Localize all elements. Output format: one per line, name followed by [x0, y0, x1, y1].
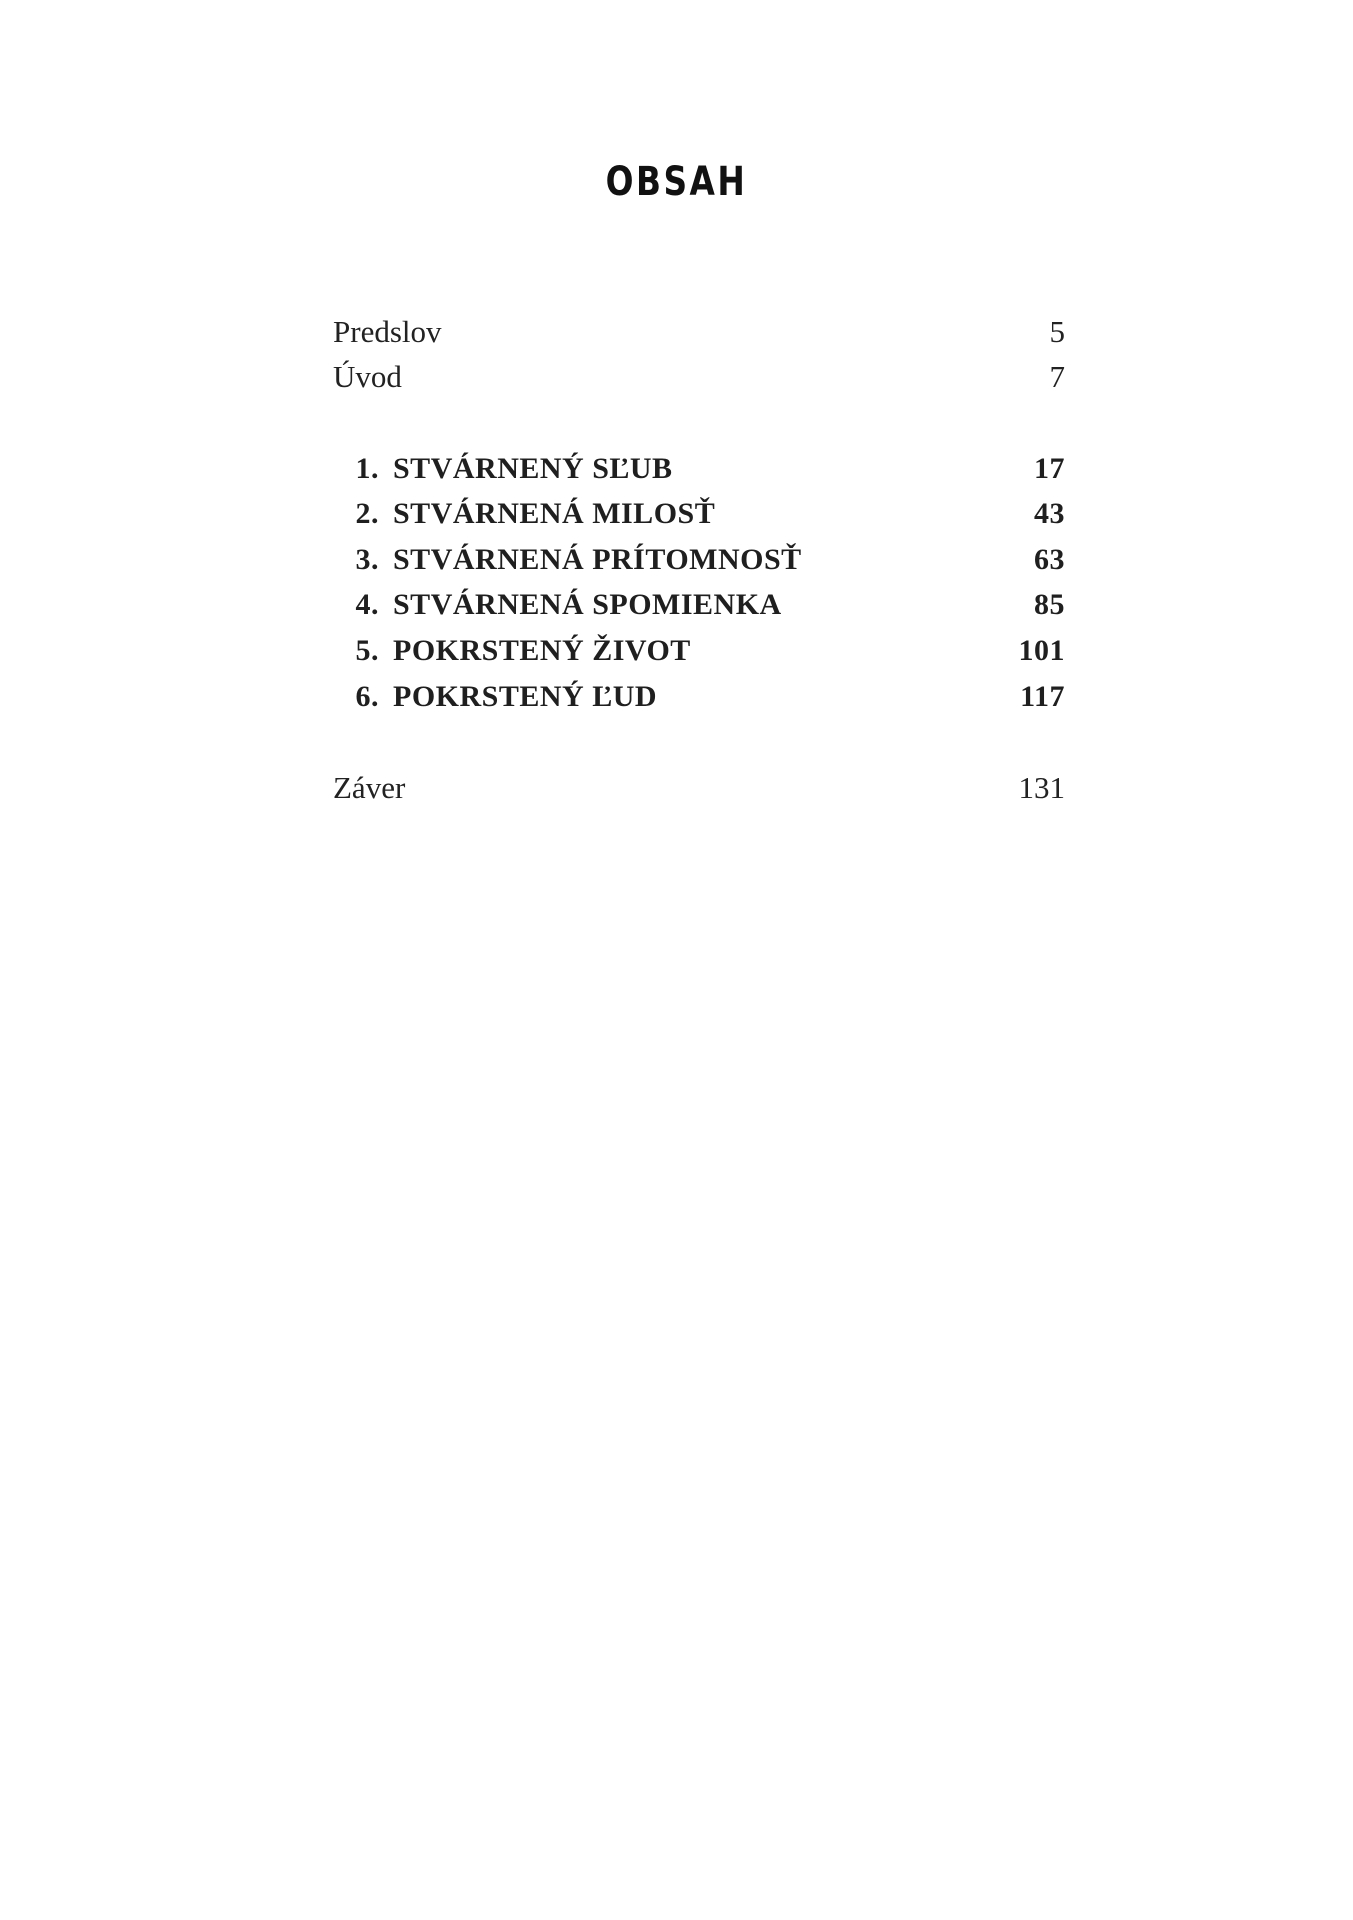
toc-chapter-page: 101 — [1018, 634, 1065, 667]
toc-chapter-number: 3. — [355, 543, 379, 576]
toc-entry-page: 7 — [1049, 359, 1065, 394]
toc-chapter-6[interactable] — [333, 675, 1065, 719]
page-title: OBSAH — [605, 159, 748, 205]
toc-chapter-page: 63 — [1034, 543, 1065, 576]
toc-entry-zaver[interactable] — [333, 766, 1065, 810]
toc-entry-predslov[interactable] — [333, 310, 1065, 354]
toc-chapter-label: STVÁRNENÁ MILOSŤ — [393, 497, 716, 530]
toc-chapter-label: POKRSTENÝ ĽUD — [393, 680, 658, 713]
toc-chapter-number: 6. — [355, 680, 379, 713]
toc-chapter-2[interactable] — [333, 492, 1065, 536]
toc-chapter-4[interactable] — [333, 583, 1065, 627]
toc-chapter-5[interactable] — [333, 629, 1065, 673]
toc-chapter-number: 1. — [355, 452, 379, 485]
toc-chapter-number: 5. — [355, 634, 379, 667]
toc-chapter-3[interactable] — [333, 538, 1065, 582]
toc-entry-page: 5 — [1049, 314, 1065, 349]
toc-entry-uvod[interactable] — [333, 355, 1065, 399]
toc-entry-label: Úvod — [333, 359, 402, 394]
toc-chapter-label: STVÁRNENÁ PRÍTOMNOSŤ — [393, 543, 802, 576]
toc-entry-page: 131 — [1018, 770, 1065, 805]
toc-chapter-label: POKRSTENÝ ŽIVOT — [393, 634, 691, 667]
toc-chapter-page: 85 — [1034, 588, 1065, 621]
toc-chapter-1[interactable] — [333, 447, 1065, 491]
toc-entry-label: Záver — [333, 770, 406, 805]
toc-chapter-page: 43 — [1034, 497, 1065, 530]
toc-chapter-label: STVÁRNENÝ SĽUB — [393, 452, 673, 485]
toc-chapter-number: 4. — [355, 588, 379, 621]
toc-chapter-label: STVÁRNENÁ SPOMIENKA — [393, 588, 782, 621]
toc-chapter-page: 117 — [1020, 680, 1065, 713]
toc-chapter-page: 17 — [1034, 452, 1065, 485]
toc-entry-label: Predslov — [333, 314, 442, 349]
toc-chapter-number: 2. — [355, 497, 379, 530]
